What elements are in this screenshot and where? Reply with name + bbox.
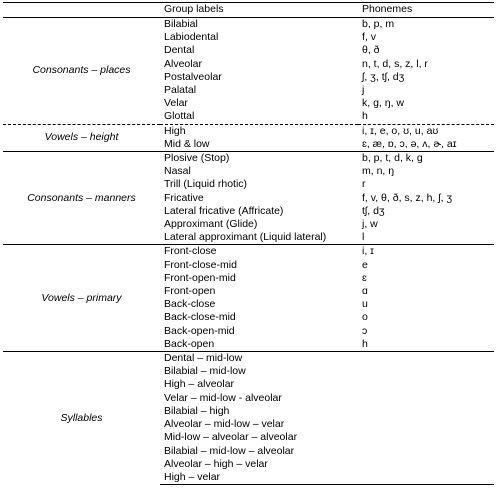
group-label-cell: Alveolar [164, 57, 202, 70]
phonemes-cell [358, 458, 494, 471]
group-label-cell: Alveolar – high – velar [164, 457, 268, 470]
table-body [3, 18, 494, 485]
phonemes-cell [358, 471, 494, 485]
group-label-cell: High – alveolar [164, 378, 235, 391]
group-label-cell: Front-close [160, 245, 358, 259]
header-row [3, 3, 494, 18]
phonemes-cell [358, 431, 494, 444]
phonemes-cell: h [362, 337, 368, 350]
group-label-cell: Glottal [164, 110, 195, 123]
phonemes-cell: ɛ, æ, ɒ, ɔ, ə, ʌ, ɚ, aɪ [362, 137, 457, 150]
group-label-cell: Plosive (Stop) [160, 152, 358, 166]
phonemes-cell: ɑ [362, 285, 368, 298]
phonemes-cell: f, v [362, 31, 377, 44]
group-label-cell: Front-close-mid [164, 258, 237, 271]
table-row [3, 352, 494, 366]
phonemes-cell: i, ɪ, e, o, ʊ, u, aʊ [358, 124, 494, 138]
phonemes-cell [358, 378, 494, 391]
phonemes-cell: k, g, ŋ, w [362, 97, 405, 110]
group-label-cell: Postalveolar [164, 70, 222, 83]
phonemes-cell: l [362, 231, 365, 244]
group-label-cell: Bilabial – mid-low [164, 365, 246, 378]
group-label-cell: High [160, 124, 358, 138]
phonemes-cell: tʃ, dʒ [362, 204, 385, 217]
group-label-cell: Mid & low [164, 137, 210, 150]
group-label-cell: Dental – mid-low [160, 352, 358, 366]
group-label-cell: Dental [164, 44, 195, 57]
phonemes-cell: o [362, 311, 368, 324]
group-label-cell: Labiodental [164, 31, 219, 44]
group-label-cell: Mid-low – alveolar – alveolar [164, 431, 298, 444]
phonemes-cell [358, 352, 494, 366]
group-label-cell: Approximant (Glide) [164, 218, 258, 231]
group-label-cell: Back-open-mid [164, 324, 235, 337]
header-phonemes: Phonemes [358, 3, 494, 18]
group-name-cell: Consonants – manners [3, 152, 160, 245]
phonemes-cell: j, w [362, 218, 378, 231]
group-label-cell: Back-open [164, 337, 215, 350]
table-row [3, 124, 494, 138]
phonemes-cell: n, t, d, s, z, l, r [362, 57, 428, 70]
group-label-cell: Lateral approximant (Liquid lateral) [164, 231, 327, 244]
header-group-labels: Group labels [160, 3, 358, 18]
group-label-cell: Front-open-mid [164, 271, 236, 284]
table-row [3, 152, 494, 166]
group-label-cell: Back-close-mid [164, 311, 236, 324]
group-label-cell: Bilabial – mid-low – alveolar [164, 444, 295, 457]
phoneme-groups-table [3, 2, 494, 485]
table-row [3, 245, 494, 259]
group-name-cell: Vowels – primary [3, 245, 160, 352]
phonemes-cell: i, ɪ [358, 245, 494, 259]
phonemes-cell: ɛ [362, 271, 367, 284]
group-label-cell: Lateral fricative (Affricate) [164, 204, 284, 217]
phonemes-cell: b, p, t, d, k, g [358, 152, 494, 166]
phonemes-cell: θ, ð [362, 44, 380, 57]
group-label-cell: Front-open [164, 285, 216, 298]
phonemes-cell [358, 418, 494, 431]
group-name-cell: Vowels – height [3, 124, 160, 151]
phonemes-cell [358, 445, 494, 458]
header-group [3, 3, 160, 18]
table-header [3, 3, 494, 18]
group-label-cell: Fricative [164, 191, 204, 204]
group-label-cell: Palatal [164, 84, 197, 97]
group-label-cell: Bilabial [164, 18, 198, 30]
phonemes-cell [358, 405, 494, 418]
phonemes-cell: h [362, 110, 368, 123]
group-label-cell: Nasal [164, 165, 191, 178]
group-name-cell: Syllables [3, 352, 160, 485]
phonemes-cell [358, 392, 494, 405]
group-name-cell: Consonants – places [32, 64, 131, 77]
phonemes-cell: m, n, ŋ [362, 165, 395, 178]
group-label-cell: Trill (Liquid rhotic) [164, 178, 248, 191]
phonemes-cell: r [362, 178, 366, 191]
phonemes-cell: f, v, θ, ð, s, z, h, ʃ, ʒ [362, 191, 453, 204]
phonemes-cell: u [362, 298, 368, 311]
phonemes-cell: b, p, m [362, 18, 395, 30]
phonemes-cell: ʃ, ʒ, tʃ, dʒ [362, 70, 405, 83]
phonemes-cell [358, 365, 494, 378]
group-label-cell: Velar [164, 97, 188, 110]
group-label-cell: Velar – mid-low - alveolar [164, 391, 282, 404]
phonemes-cell: ɔ [362, 324, 368, 337]
group-label-cell: High – velar [160, 471, 358, 485]
phonemes-cell: j [362, 84, 365, 97]
group-label-cell: Alveolar – mid-low – velar [164, 418, 285, 431]
phonemes-cell: e [362, 258, 368, 271]
group-label-cell: Bilabial – high [164, 404, 230, 417]
table-row [3, 18, 494, 32]
group-label-cell: Back-close [164, 298, 216, 311]
